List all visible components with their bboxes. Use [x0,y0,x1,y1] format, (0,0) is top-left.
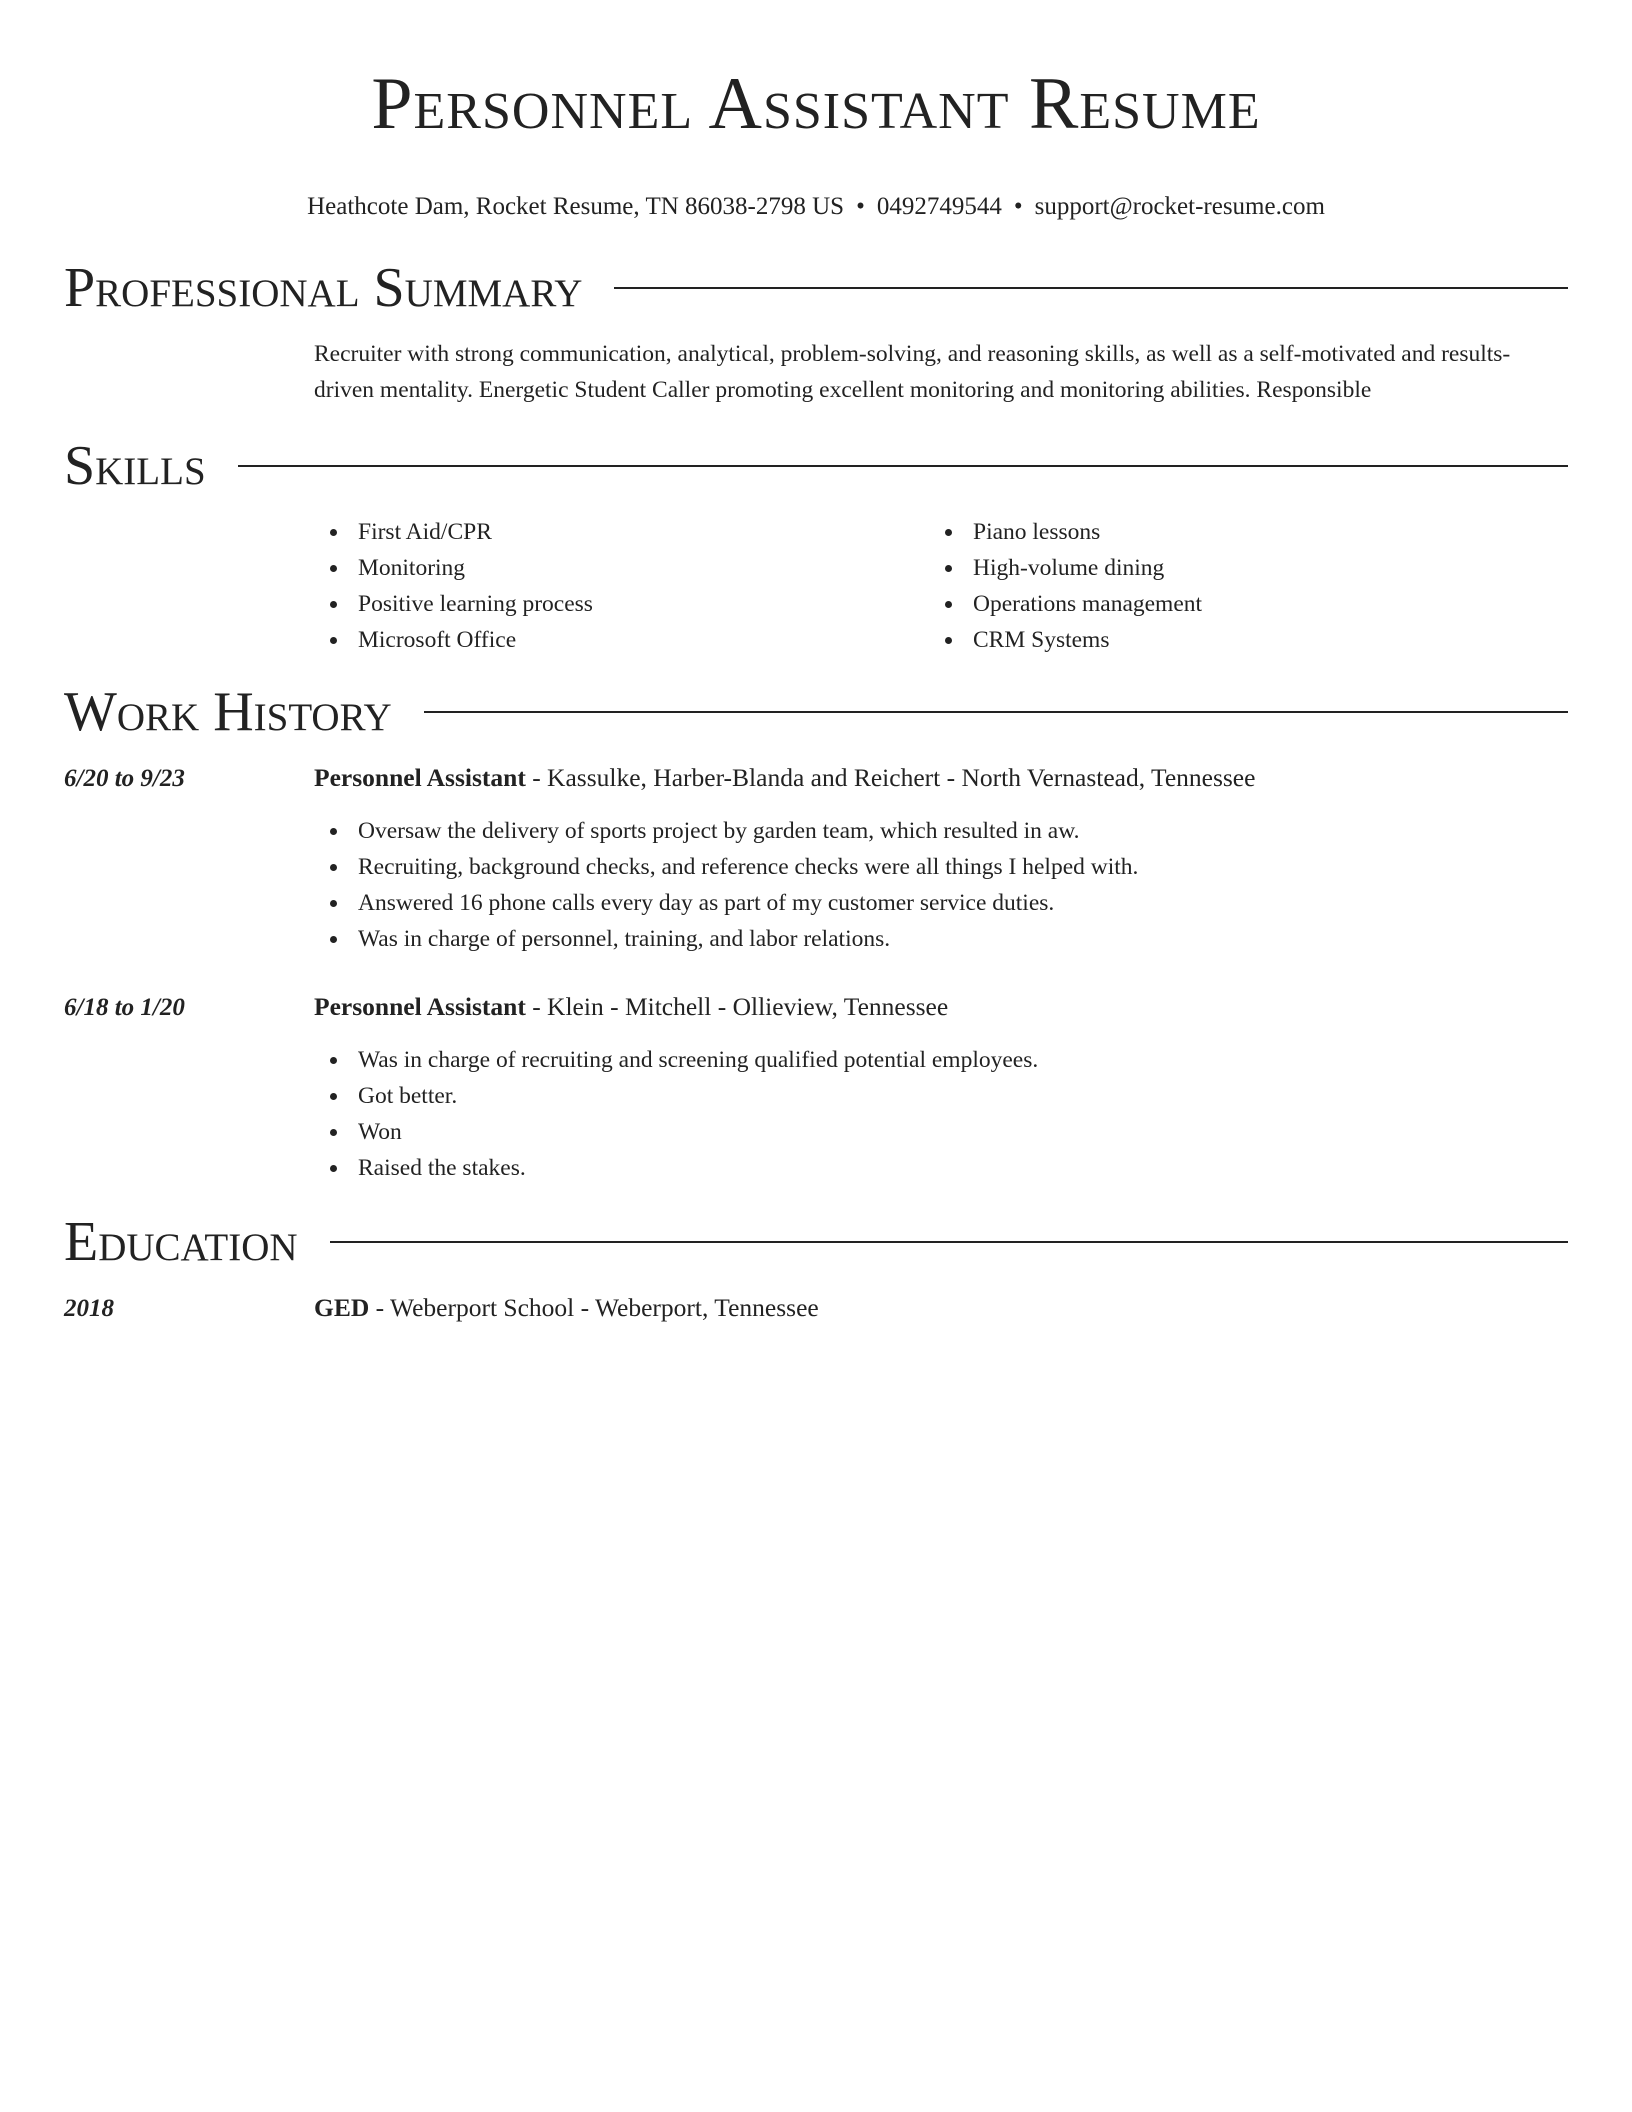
job-dates: 6/20 to 9/23 [64,765,185,792]
resume-page [64,0,1568,1326]
job-bullet: Oversaw the delivery of sports project by garden team, which resulted in aw. [314,813,1568,849]
job-bullet: Was in charge of recruiting and screening qualified potential employees. [314,1042,1568,1078]
skills-heading: Skills [64,435,206,497]
section-divider [238,465,1568,467]
job-bullet: Won [314,1114,1568,1150]
skills-section-header [64,434,1568,498]
contact-address: Heathcote Dam, Rocket Resume, TN 86038-2798 US [307,193,845,220]
job-entry [64,989,1568,1186]
job-header-row [64,760,1568,796]
education-section [64,1210,1568,1326]
resume-title: Personnel Assistant Resume [371,63,1261,145]
job-dates: 6/18 to 1/20 [64,994,185,1021]
education-heading-line [314,1290,819,1326]
summary-section [64,256,1568,408]
work-history-heading: Work History [64,681,392,743]
job-bullets [314,813,1568,957]
job-heading [314,989,948,1025]
skill-item: First Aid/CPR [314,514,929,550]
section-divider [330,1241,1568,1243]
job-bullet: Recruiting, background checks, and reference checks were all things I helped with. [314,849,1568,885]
work-history-section [64,680,1568,1186]
skills-section [64,434,1568,658]
skill-item: High-volume dining [929,550,1544,586]
job-role: Personnel Assistant [314,763,526,792]
job-bullet: Got better. [314,1078,1568,1114]
section-divider [424,711,1568,713]
job-entry [64,760,1568,957]
job-role: Personnel Assistant [314,992,526,1021]
skill-item: CRM Systems [929,622,1544,658]
education-year: 2018 [64,1295,114,1322]
skill-item: Positive learning process [314,586,929,622]
education-heading: Education [64,1211,298,1273]
skills-list-left [314,514,929,658]
job-bullet: Was in charge of personnel, training, and labor relations. [314,921,1568,957]
summary-heading: Professional Summary [64,257,583,319]
skills-grid [314,514,1568,658]
job-bullet: Answered 16 phone calls every day as part of my customer service duties. [314,885,1568,921]
job-heading [314,760,1255,796]
summary-text: Recruiter with strong communication, analytical, problem-solving, and reasoning skills, as well as a self-motivated and results-driven mentality. Energetic Student Caller promoting excellent monitoring and monitoring abilities. Responsible [314,341,1511,403]
job-employer-location: - Klein - Mitchell - Ollieview, Tennessee [525,992,949,1021]
contact-phone: 0492749544 [876,193,1002,220]
contact-line [64,192,1568,222]
skill-item: Monitoring [314,550,929,586]
skill-item: Piano lessons [929,514,1544,550]
job-header-row [64,989,1568,1025]
contact-separator: • [1013,193,1023,220]
section-divider [614,287,1568,289]
skill-item: Microsoft Office [314,622,929,658]
job-bullet: Raised the stakes. [314,1150,1568,1186]
summary-section-header [64,256,1568,320]
job-employer-location: - Kassulke, Harber-Blanda and Reichert - North Vernastead, Tennessee [525,763,1256,792]
education-degree: GED [314,1293,370,1322]
education-school-location: - Weberport School - Weberport, Tennessee [369,1293,819,1322]
skills-list-right [929,514,1544,658]
skill-item: Operations management [929,586,1544,622]
contact-separator: • [856,193,865,220]
work-history-section-header [64,680,1568,744]
job-bullets [314,1042,1568,1186]
contact-email: support@rocket-resume.com [1034,193,1325,220]
education-entry [64,1290,1568,1326]
education-section-header [64,1210,1568,1274]
